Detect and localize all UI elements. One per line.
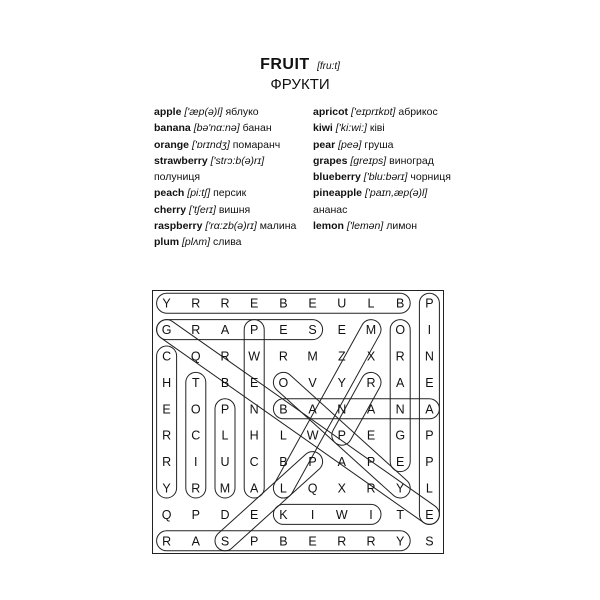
grid-cell-8-2[interactable]: D [220, 507, 230, 522]
vocab-translation: абрикос [398, 106, 438, 118]
grid-cell-8-8[interactable]: T [396, 507, 405, 522]
grid-cell-4-7[interactable]: A [366, 402, 376, 417]
grid-cell-1-6[interactable]: E [337, 323, 346, 338]
vocab-word: apricot [313, 106, 349, 118]
vocab-entry-pear [313, 137, 463, 153]
grid-cell-8-0[interactable]: Q [161, 507, 172, 522]
grid-cell-0-7[interactable]: L [367, 296, 375, 311]
vocab-list-left [154, 104, 324, 251]
grid-cell-9-2[interactable]: S [220, 534, 230, 549]
grid-cell-7-1[interactable]: R [191, 481, 201, 496]
vocab-entry-lemon [313, 218, 463, 234]
grid-cell-3-4[interactable]: O [278, 375, 289, 390]
answer-loop-strawberry [153, 316, 444, 529]
title-block [0, 56, 600, 93]
grid-cell-0-5[interactable]: E [308, 296, 317, 311]
grid-cell-5-3[interactable]: H [249, 428, 259, 443]
grid-cell-9-9[interactable]: S [425, 534, 434, 549]
vocab-transcription: [peə] [338, 138, 362, 151]
vocab-word: kiwi [313, 122, 333, 135]
vocab-transcription: [plʌm] [182, 236, 211, 249]
grid-cell-7-0[interactable]: Y [162, 481, 171, 496]
grid-cell-5-4[interactable]: L [279, 428, 287, 443]
vocab-entry-apricot [313, 104, 463, 120]
vocab-word: orange [154, 138, 190, 151]
vocab-entry-cherry [154, 202, 324, 218]
grid-cell-6-6[interactable]: A [337, 455, 346, 470]
grid-cell-9-3[interactable]: P [250, 534, 259, 549]
vocab-translation: груша [364, 138, 394, 151]
answer-loop-grapes [157, 320, 323, 340]
grid-cell-3-2[interactable]: B [220, 375, 230, 390]
vocab-transcription: ['lemən] [346, 220, 384, 233]
vocab-translation: слива [212, 236, 242, 249]
grid-cell-4-8[interactable]: N [395, 402, 405, 417]
vocab-word: banana [154, 122, 191, 135]
grid-cell-7-2[interactable]: M [219, 481, 231, 496]
grid-cell-7-8[interactable]: Y [396, 481, 405, 496]
vocab-translation: виноград [389, 154, 434, 167]
vocab-word: raspberry [154, 220, 203, 233]
grid-cell-8-7[interactable]: I [369, 507, 373, 522]
grid-cell-1-5[interactable]: S [308, 323, 317, 338]
vocab-word: lemon [313, 220, 344, 233]
grid-cell-0-9[interactable]: P [425, 296, 434, 311]
vocab-transcription: ['tʃerɪ] [189, 203, 216, 216]
word-search-grid [152, 290, 444, 554]
vocab-word: peach [154, 187, 185, 200]
vocab-translation: помаранч [232, 138, 281, 151]
answer-loop-orange [390, 320, 410, 472]
grid-letters [162, 297, 434, 549]
vocab-transcription: [bə'nα:nə] [193, 122, 240, 135]
grid-cell-3-1[interactable]: T [191, 375, 200, 390]
grid-cell-4-0[interactable]: E [162, 402, 171, 417]
grid-cell-2-2[interactable]: R [220, 349, 230, 364]
vocab-translation: ананас [313, 203, 348, 216]
grid-cell-9-7[interactable]: R [366, 534, 376, 549]
grid-cell-0-4[interactable]: B [279, 296, 288, 311]
grid-cell-8-3[interactable]: E [250, 507, 259, 522]
grid-cell-4-1[interactable]: O [190, 402, 201, 417]
vocab-translation: банан [242, 122, 272, 135]
vocab-transcription: ['ɒrɪndʒ] [191, 138, 230, 151]
grid-cell-1-4[interactable]: E [279, 323, 288, 338]
vocab-word: plum [154, 236, 180, 249]
grid-cell-1-7[interactable]: M [365, 323, 377, 338]
grid-cell-1-2[interactable]: A [220, 323, 230, 338]
vocab-word: strawberry [154, 154, 208, 167]
vocab-entry-blueberry [313, 169, 463, 185]
grid-cell-4-4[interactable]: B [279, 402, 288, 417]
grid-cell-9-5[interactable]: E [308, 534, 317, 549]
grid-cell-7-4[interactable]: L [279, 481, 287, 496]
vocab-word: apple [154, 106, 182, 118]
grid-cell-5-9[interactable]: P [425, 428, 434, 443]
grid-cell-5-6[interactable]: P [337, 428, 346, 443]
vocab-translation: лимон [386, 220, 418, 233]
vocab-entry-strawberry [154, 153, 324, 186]
page-title: FRUIT [260, 56, 310, 73]
answer-loop-cherry [157, 346, 177, 498]
vocab-transcription: [pi:tʃ] [187, 187, 211, 200]
grid-cell-2-5[interactable]: M [307, 349, 318, 364]
grid-cell-4-2[interactable]: P [220, 402, 230, 417]
vocab-word: pear [313, 138, 336, 151]
grid-cell-4-6[interactable]: N [337, 402, 347, 417]
word-search-puzzle [152, 290, 444, 554]
vocab-transcription: [greɪps] [350, 154, 387, 167]
vocab-word: blueberry [313, 171, 361, 184]
grid-cell-6-7[interactable]: P [366, 455, 376, 470]
grid-cell-9-4[interactable]: B [279, 534, 288, 549]
grid-cell-9-0[interactable]: R [162, 534, 172, 549]
grid-cell-5-8[interactable]: G [395, 428, 406, 443]
grid-cell-3-8[interactable]: A [396, 375, 405, 390]
grid-cell-0-3[interactable]: E [250, 296, 259, 311]
answer-loop-kiwi [273, 504, 381, 524]
grid-cell-3-7[interactable]: R [366, 375, 376, 390]
vocab-translation: яблуко [225, 106, 259, 118]
vocab-transcription: ['rα:zb(ə)rɪ] [205, 220, 257, 233]
vocab-word: grapes [313, 154, 348, 167]
vocab-entry-banana [154, 120, 324, 136]
grid-cell-9-8[interactable]: Y [396, 534, 405, 549]
grid-cell-2-8[interactable]: R [395, 349, 405, 364]
vocab-translation: персик [213, 187, 247, 200]
grid-cell-6-1[interactable]: I [194, 455, 198, 470]
grid-cell-9-1[interactable]: A [191, 534, 200, 549]
vocab-translation: чорниця [410, 171, 451, 184]
grid-cell-1-8[interactable]: O [395, 323, 406, 338]
grid-cell-6-5[interactable]: P [308, 455, 317, 470]
vocab-entry-pineapple [313, 185, 463, 218]
grid-cell-9-6[interactable]: R [337, 534, 347, 549]
vocab-translation: вишня [218, 203, 251, 216]
grid-cell-2-7[interactable]: X [366, 349, 376, 364]
grid-cell-7-6[interactable]: X [337, 481, 346, 496]
grid-cell-3-5[interactable]: V [308, 375, 317, 390]
grid-cell-6-4[interactable]: B [279, 455, 288, 470]
grid-cell-0-2[interactable]: R [220, 296, 230, 311]
vocab-entry-kiwi [313, 120, 463, 136]
vocab-word: pineapple [313, 187, 363, 200]
grid-cell-1-0[interactable]: G [161, 323, 172, 338]
grid-cell-5-5[interactable]: W [306, 428, 319, 443]
grid-cell-5-2[interactable]: L [221, 428, 229, 443]
grid-cell-0-8[interactable]: B [396, 296, 405, 311]
grid-cell-6-3[interactable]: C [249, 455, 259, 470]
grid-cell-4-3[interactable]: N [249, 402, 259, 417]
grid-cell-1-3[interactable]: P [250, 323, 259, 338]
grid-cell-2-3[interactable]: W [248, 349, 261, 364]
vocab-entry-raspberry [154, 218, 324, 234]
grid-cell-7-5[interactable]: Q [307, 481, 318, 496]
grid-cell-5-1[interactable]: C [191, 428, 201, 443]
vocab-transcription: ['eɪprɪkɒt] [350, 106, 396, 118]
grid-cell-3-9[interactable]: E [425, 375, 434, 390]
grid-cell-1-1[interactable]: R [191, 323, 201, 338]
grid-cell-4-9[interactable]: A [425, 402, 434, 417]
vocab-transcription: ['ki:wi:] [335, 122, 367, 135]
grid-cell-8-4[interactable]: K [279, 507, 288, 522]
vocab-transcription: ['strɔ:b(ə)rɪ] [210, 154, 265, 167]
vocab-entry-apple [154, 104, 324, 120]
grid-cell-8-6[interactable]: W [335, 507, 348, 522]
grid-cell-2-1[interactable]: Q [190, 349, 201, 364]
grid-cell-2-0[interactable]: C [162, 349, 172, 364]
grid-cell-3-6[interactable]: Y [337, 375, 346, 390]
title-transcription: [fru:t] [317, 61, 340, 72]
grid-cell-6-8[interactable]: E [396, 455, 405, 470]
page-title-translation: ФРУКТИ [270, 76, 330, 93]
grid-cell-8-1[interactable]: P [191, 507, 200, 522]
grid-cell-0-1[interactable]: R [191, 296, 201, 311]
grid-cell-5-0[interactable]: R [162, 428, 172, 443]
vocab-word: cherry [154, 203, 187, 216]
grid-cell-4-5[interactable]: A [308, 402, 317, 417]
vocab-transcription: ['æp(ə)l] [184, 106, 223, 118]
vocab-translation: полуниця [154, 171, 201, 184]
vocab-translation: малина [259, 220, 297, 233]
vocab-entry-grapes [313, 153, 463, 169]
vocab-transcription: ['blu:bərɪ] [363, 171, 408, 184]
vocab-transcription: ['paɪn,æp(ə)l] [364, 187, 428, 200]
vocab-entry-orange [154, 137, 324, 153]
grid-cell-5-7[interactable]: E [366, 428, 376, 443]
title-line [0, 56, 600, 74]
grid-cell-6-9[interactable]: P [425, 455, 434, 470]
grid-cell-1-9[interactable]: I [427, 323, 432, 338]
grid-cell-3-3[interactable]: E [250, 375, 259, 390]
grid-cell-0-6[interactable]: U [337, 296, 347, 311]
vocab-list-right [313, 104, 463, 234]
grid-cell-2-4[interactable]: R [278, 349, 288, 364]
grid-cell-0-0[interactable]: Y [162, 296, 171, 311]
vocab-translation: ківі [369, 122, 385, 135]
vocab-entry-plum [154, 234, 324, 250]
grid-cell-6-0[interactable]: R [162, 455, 172, 470]
grid-cell-6-2[interactable]: U [220, 455, 230, 470]
vocab-entry-peach [154, 185, 324, 201]
grid-cell-7-7[interactable]: R [366, 481, 376, 496]
grid-cell-2-9[interactable]: N [424, 349, 434, 364]
grid-cell-8-9[interactable]: E [425, 507, 434, 522]
grid-cell-3-0[interactable]: H [162, 375, 172, 390]
grid-cell-2-6[interactable]: Z [337, 349, 346, 364]
grid-cell-7-9[interactable]: L [425, 481, 433, 496]
grid-cell-7-3[interactable]: A [250, 481, 259, 496]
grid-cell-8-5[interactable]: I [310, 507, 315, 522]
